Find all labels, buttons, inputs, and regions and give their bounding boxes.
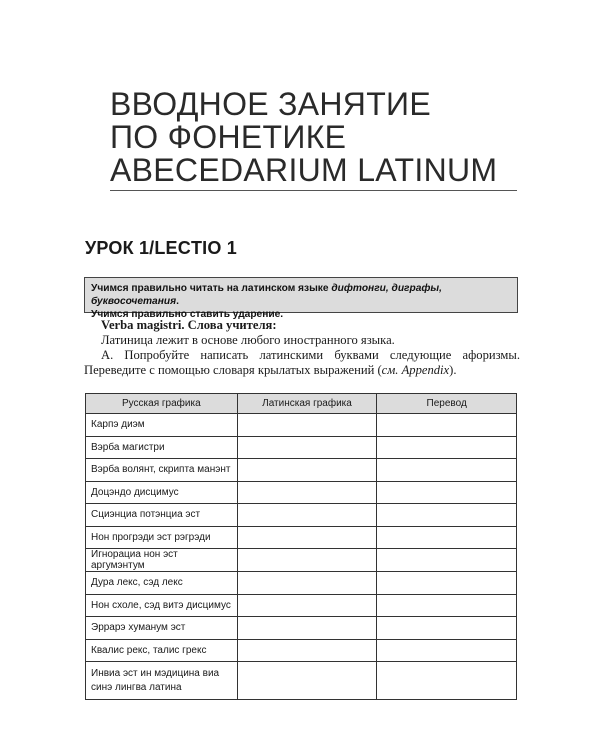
translation-cell: [377, 639, 517, 662]
russian-cell: Нон схоле, сэд витэ дисцимус: [86, 594, 238, 617]
russian-cell: Нон прогрэди эст рэгрэди: [86, 526, 238, 549]
body-paragraph-2: [84, 348, 520, 378]
russian-cell: Вэрба магистри: [86, 436, 238, 459]
russian-cell: Игнорациа нон эст аргумэнтум: [86, 549, 238, 572]
paragraph-2-end: ).: [449, 363, 457, 377]
goal-line-1-suffix: .: [176, 296, 179, 307]
latin-cell: [237, 414, 377, 437]
russian-cell: Доцэндо дисцимус: [86, 481, 238, 504]
goal-line-1: [91, 282, 511, 308]
translation-cell: [377, 572, 517, 595]
table-row: [86, 639, 517, 662]
translation-cell: [377, 504, 517, 527]
chapter-title-line-3: ABECEDARIUM LATINUM: [110, 152, 498, 188]
paragraph-2-text: А. Попробуйте написать латинскими буквами следующие афоризмы. Переведите с помощью словаря крылатых выражений (: [84, 348, 520, 377]
latin-cell: [237, 594, 377, 617]
translation-cell: [377, 594, 517, 617]
translation-cell: [377, 549, 517, 572]
table-row: [86, 504, 517, 527]
latin-cell: [237, 662, 377, 700]
latin-cell: [237, 481, 377, 504]
lesson-heading: УРОК 1/LECTIO 1: [85, 238, 237, 258]
table-row: [86, 526, 517, 549]
russian-cell: [86, 662, 238, 700]
russian-cell-line-1: Инвиа эст ин мэдицина виа: [91, 667, 220, 679]
russian-cell: Вэрба волянт, скрипта манэнт: [86, 459, 238, 482]
translation-cell: [377, 662, 517, 700]
table-row: [86, 549, 517, 572]
translation-cell: [377, 414, 517, 437]
chapter-title-line-1: ВВОДНОЕ ЗАНЯТИЕ: [110, 86, 431, 122]
table-row: [86, 662, 517, 700]
chapter-title: [110, 88, 530, 187]
russian-cell: Сциэнциа потэнциа эст: [86, 504, 238, 527]
latin-cell: [237, 504, 377, 527]
chapter-title-line-2: ПО ФОНЕТИКЕ: [110, 119, 347, 155]
table-row: [86, 436, 517, 459]
goal-line-2: Учимся правильно ставить ударение.: [91, 309, 284, 320]
table-row: [86, 459, 517, 482]
latin-cell: [237, 436, 377, 459]
goal-line-1-italic: дифтонги, диграфы, буквосочетания: [91, 283, 442, 307]
table-row: [86, 414, 517, 437]
aphorisms-table: [85, 393, 517, 700]
table-row: [86, 481, 517, 504]
lesson-body: [84, 318, 520, 378]
latin-cell: [237, 572, 377, 595]
table-row: [86, 594, 517, 617]
body-paragraph-1: Латиница лежит в основе любого иностранного языка.: [101, 333, 395, 347]
header-translation: Перевод: [377, 394, 517, 414]
table-header-row: [86, 394, 517, 414]
russian-cell: Дура лекс, сэд лекс: [86, 572, 238, 595]
lesson-goals-box: [84, 277, 518, 320]
russian-cell: Карпэ диэм: [86, 414, 238, 437]
translation-cell: [377, 436, 517, 459]
translation-cell: [377, 526, 517, 549]
appendix-reference: см. Appendix: [381, 363, 450, 377]
title-divider: [110, 190, 517, 191]
translation-cell: [377, 617, 517, 640]
goal-line-1-prefix: Учимся правильно читать на латинском языке: [91, 283, 332, 294]
table-row: [86, 617, 517, 640]
table-row: [86, 572, 517, 595]
latin-cell: [237, 459, 377, 482]
russian-cell: Эррарэ хуманум эст: [86, 617, 238, 640]
translation-cell: [377, 459, 517, 482]
russian-cell: Квалис рекс, талис грекс: [86, 639, 238, 662]
translation-cell: [377, 481, 517, 504]
header-russian: Русская графика: [86, 394, 238, 414]
latin-cell: [237, 639, 377, 662]
body-subheading: Verba magistri. Слова учителя:: [101, 318, 277, 332]
header-latin: Латинская графика: [237, 394, 377, 414]
latin-cell: [237, 617, 377, 640]
latin-cell: [237, 549, 377, 572]
russian-cell-line-2: синэ лингва латина: [91, 681, 182, 693]
latin-cell: [237, 526, 377, 549]
